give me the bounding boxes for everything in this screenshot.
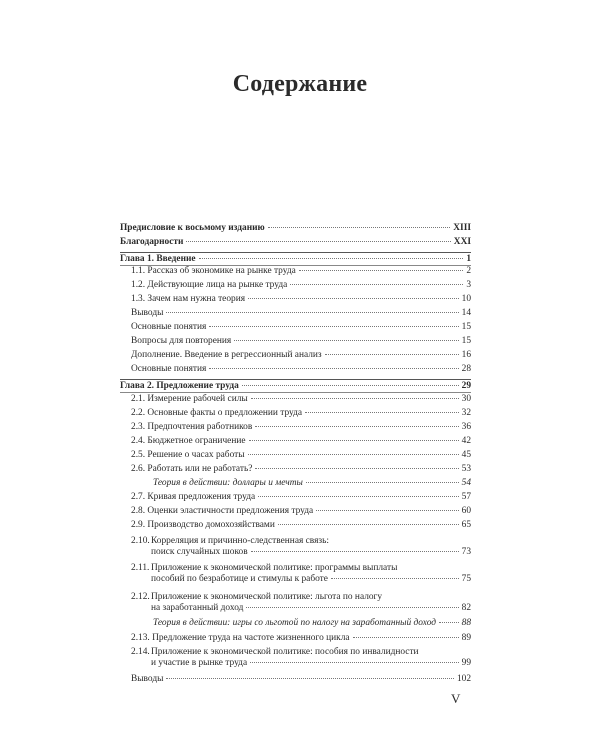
toc-entry[interactable]	[120, 294, 471, 305]
entry-label-line1: Приложение к экономической политике: пособия по инвалидности	[151, 647, 419, 657]
entry-label-line2: пособий по безработице и стимулы к работе	[151, 574, 328, 584]
toc-entry-multiline[interactable]	[120, 647, 471, 669]
entry-page: 45	[461, 450, 471, 460]
entry-label: Выводы	[131, 674, 164, 684]
entry-page: 88	[461, 618, 471, 628]
entry-page: 99	[461, 658, 471, 668]
toc-entry[interactable]	[120, 520, 471, 531]
entry-number: 2.11.	[131, 563, 150, 573]
entry-page: 29	[461, 381, 471, 391]
toc-entry-feature[interactable]	[120, 478, 471, 489]
toc-entry[interactable]	[120, 464, 471, 475]
entry-label-line2: и участие в рынке труда	[151, 658, 248, 668]
entry-label: 2.9. Производство домохозяйствами	[131, 520, 275, 530]
entry-label: Основные понятия	[131, 322, 207, 332]
entry-label: Предисловие к восьмому изданию	[120, 223, 265, 233]
entry-page: 53	[461, 464, 471, 474]
entry-label: Теория в действии: доллары и мечты	[153, 478, 303, 488]
entry-number: 2.14.	[131, 647, 150, 657]
entry-page: 89	[461, 633, 471, 643]
toc-entry[interactable]	[120, 408, 471, 419]
entry-page: 42	[461, 436, 471, 446]
toc-entry[interactable]	[120, 308, 471, 319]
entry-page: 75	[461, 574, 471, 584]
section-divider	[120, 252, 471, 253]
toc-entry[interactable]	[120, 336, 471, 347]
entry-page: 60	[461, 506, 471, 516]
toc-entry-multiline[interactable]	[120, 536, 471, 558]
toc-entry-feature[interactable]	[120, 618, 471, 629]
entry-page: 54	[461, 478, 471, 488]
entry-label: Выводы	[131, 308, 164, 318]
section-divider	[120, 379, 471, 380]
entry-label: 2.3. Предпочтения работников	[131, 422, 253, 432]
entry-page: 28	[461, 364, 471, 374]
entry-label: 2.5. Решение о часах работы	[131, 450, 245, 460]
entry-label: 2.2. Основные факты о предложении труда	[131, 408, 303, 418]
toc-chapter-1[interactable]	[120, 254, 471, 265]
toc-entry[interactable]	[120, 350, 471, 361]
toc-entry[interactable]	[120, 492, 471, 503]
toc-entry[interactable]	[120, 633, 471, 644]
entry-label-line2: на заработанный доход	[151, 603, 244, 613]
entry-label: 2.1. Измерение рабочей силы	[131, 394, 248, 404]
entry-label: 2.7. Кривая предложения труда	[131, 492, 256, 502]
entry-label: 2.13. Предложение труда на частоте жизненного цикла	[131, 633, 350, 643]
entry-label-line1: Приложение к экономической политике: программы выплаты	[151, 563, 398, 573]
toc-entry[interactable]	[120, 322, 471, 333]
toc-entry[interactable]	[120, 436, 471, 447]
toc-entry[interactable]	[120, 450, 471, 461]
entry-label: 2.6. Работать или не работать?	[131, 464, 253, 474]
entry-label: 1.3. Зачем нам нужна теория	[131, 294, 246, 304]
toc-entry-acknowledgements[interactable]	[120, 237, 471, 248]
toc-entry-multiline[interactable]	[120, 592, 471, 614]
entry-page: XIII	[453, 223, 471, 233]
entry-number: 2.12.	[131, 592, 150, 602]
entry-label: Благодарности	[120, 237, 184, 247]
entry-page: 16	[461, 350, 471, 360]
entry-page: 15	[461, 336, 471, 346]
entry-page: 15	[461, 322, 471, 332]
chapter-title: Глава 1. Введение	[120, 254, 196, 264]
toc-entry[interactable]	[120, 422, 471, 433]
entry-label: Основные понятия	[131, 364, 207, 374]
entry-label-line1: Корреляция и причинно-следственная связь:	[151, 536, 329, 546]
toc-entry[interactable]	[120, 364, 471, 375]
entry-label: Дополнение. Введение в регрессионный анализ	[131, 350, 322, 360]
entry-page: 10	[461, 294, 471, 304]
toc-entry-multiline[interactable]	[120, 563, 471, 585]
entry-page: 57	[461, 492, 471, 502]
entry-page: 36	[461, 422, 471, 432]
page-title: Содержание	[232, 71, 368, 97]
entry-label-line1: Приложение к экономической политике: льгота по налогу	[151, 592, 383, 602]
toc-entry[interactable]	[120, 674, 471, 685]
entry-page: XXI	[453, 237, 471, 247]
entry-page: 3	[466, 280, 471, 290]
entry-label: 1.1. Рассказ об экономике на рынке труда	[131, 266, 296, 276]
entry-label: Теория в действии: игры со льготой по налогу на заработанный доход	[153, 618, 437, 628]
entry-number: 2.10.	[131, 536, 150, 546]
entry-page: 30	[461, 394, 471, 404]
entry-page: 2	[466, 266, 471, 276]
chapter-underline	[120, 392, 471, 393]
entry-page: 102	[456, 674, 471, 684]
entry-label: 1.2. Действующие лица на рынке труда	[131, 280, 288, 290]
entry-page: 32	[461, 408, 471, 418]
entry-page: 73	[461, 547, 471, 557]
entry-label: 2.4. Бюджетное ограничение	[131, 436, 246, 446]
chapter-title: Глава 2. Предложение труда	[120, 381, 239, 391]
entry-page: 14	[461, 308, 471, 318]
entry-label: Вопросы для повторения	[131, 336, 232, 346]
toc-entry-preface[interactable]	[120, 223, 471, 234]
entry-page: 82	[461, 603, 471, 613]
toc-entry[interactable]	[120, 266, 471, 277]
entry-label: 2.8. Оценки эластичности предложения труда	[131, 506, 314, 516]
entry-label-line2: поиск случайных шоков	[151, 547, 248, 557]
entry-page: 65	[461, 520, 471, 530]
toc-chapter-2[interactable]	[120, 381, 471, 392]
toc-entry[interactable]	[120, 394, 471, 405]
toc-entry[interactable]	[120, 280, 471, 291]
toc-entry[interactable]	[120, 506, 471, 517]
entry-page: 1	[466, 254, 471, 264]
page-number: V	[451, 691, 461, 706]
